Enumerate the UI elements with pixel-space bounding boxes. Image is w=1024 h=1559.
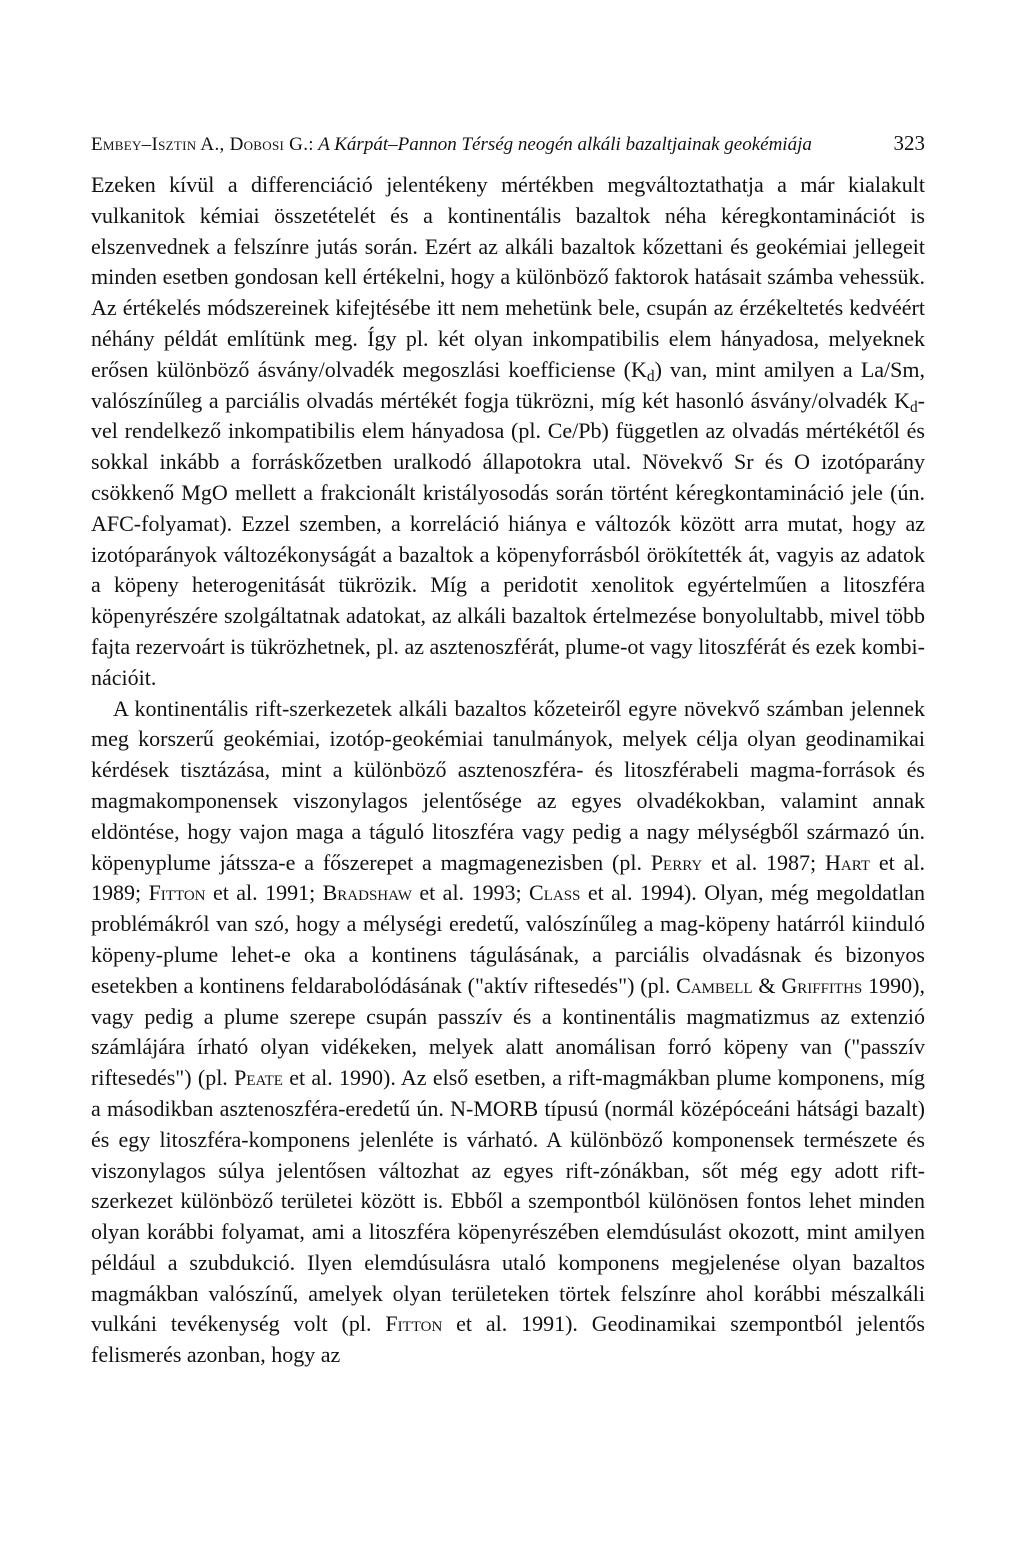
citation-author: Perry	[650, 849, 703, 875]
citation-author: Hart	[825, 849, 871, 875]
document-page	[91, 128, 925, 1371]
citation-author: Bradshaw	[322, 880, 412, 906]
header-authors: Embey–Isztin A., Dobosi G.:	[91, 134, 314, 155]
citation-author: Fitton	[148, 880, 206, 906]
text-run: -vel rendelkező inkompatibilis elem hányadosa (pl. Ce/Pb) független az olvadás mértékétől és sokkal inkább a forráskőzetben uralkodó állapotokra utal. Növekvő Sr és O izotóparány csökkenő MgO mellett a frakcionált kristályosodás során történt kéregkontamináció jele (ún. AFC-folyamat). Ezzel szemben, a korreláció hiánya e változók között arra mutat, hogy az izotóparányok változékonyságát a bazaltok a köpenyforrásból örökítették át, vagyis az adatok a köpeny heterogenitását tükrözik. Míg a peridotit xenolitok egyértelműen a litoszféra köpenyrészére szolgáltatnak adatokat, az alkáli bazaltok értelmezése bonyolultabb, mivel több fajta rezervoárt is tükrözhetnek, pl. az asztenoszférát, plume-ot vagy litoszférát és ezek kombinációit.	[91, 387, 925, 690]
header-title: A Kárpát–Pannon Térség neogén alkáli bazaltjainak geokémiája	[318, 134, 812, 155]
text-run: et al. 1987;	[702, 849, 826, 875]
paragraph-2	[91, 694, 925, 1372]
subscript: d	[646, 367, 655, 385]
text-run: ) van, mint amilyen a La/Sm, valószínűleg a parciális olvadás mértékét fogja tükrözni, míg két hasonló ásvány/olvadék K	[91, 356, 925, 413]
subscript: d	[909, 398, 918, 416]
text-run: A kontinentális rift-szerkezetek alkáli bazaltos kőzeteiről egyre növekvő számban jelennek meg korszerű geokémiai, izotóp-geokémiai tanulmányok, melyek célja olyan geodinamikai kérdések tisztázása, mint a különböző asztenoszféra- és litoszférabeli magma-források és magmakomponensek viszonylagos jelentősége az egyes olvadékokban, valamint annak eldöntése, hogy vajon maga a táguló litoszféra vagy pedig a nagy mélységből származó ún. köpenyplume játssza-e a főszerepet a magmagenezisben (pl.	[91, 695, 925, 875]
text-run: 1990), vagy pedig a plume szerepe csupán passzív és a kontinentális magmatizmus az extenzió számlájára írható olyan vidékeken, melyek alatt anomálisan forró köpeny van ("passzív riftesedés") (pl.	[91, 972, 925, 1091]
text-run: et al. 1990). Az első esetben, a rift-magmákban plume komponens, míg a másodikban asztenoszféra-eredetű ún. N-MORB típusú (normál középóceáni hátsági bazalt) és egy litoszféra-komponens jelenléte is várható. A különböző komponensek természete és viszonylagos súlya jelentősen változhat az egyes rift-zónákban, sőt még egy adott rift-szerkezet különböző területei között is. Ebből a szempontból különösen fontos lehet minden olyan korábbi folyamat, ami a litoszféra köpenyrészében elemdúsulást okozott, mint amilyen például a szubdukció. Ilyen elemdúsulásra utaló komponens megjelenése olyan bazaltos magmákban valószínű, amelyek olyan területeken törtek felszínre ahol korábbi mészalkáli vulkáni tevékenység volt (pl.	[91, 1065, 925, 1337]
citation-author: Fitton	[385, 1311, 443, 1337]
text-run: et al. 1994). Olyan, még megoldatlan problémákról van szó, hogy a mélységi eredetű, valószínűleg a mag-köpeny határról kiinduló köpeny-plume lehet-e oka a kontinens tágulásának, a parciális olvadásnak és bizonyos esetekben a kontinens feldarabolódásának ("aktív riftesedés") (pl.	[91, 880, 925, 998]
paragraph-1	[91, 170, 925, 694]
text-run: et al. 1989;	[91, 849, 925, 906]
citation-author: Peate	[234, 1065, 283, 1091]
header-text	[91, 130, 812, 160]
text-run: et al. 1991;	[205, 880, 323, 906]
page-number: 323	[893, 131, 925, 155]
running-head	[91, 128, 925, 160]
text-run: Ezeken kívül a differenciáció jelentékeny mértékben megváltoztathatja a már kialakult vulkanitok kémiai összetételét és a kontinentális bazaltok néha kéregkontaminációt is elszenvednek a felszínre jutás során. Ezért az alkáli bazaltok kőzettani és geokémiai jellegeit minden esetben gondosan kell értékelni, hogy a különböző faktorok hatásait számba vehessük. Az értékelés módszereinek kifejtésébe itt nem mehetünk bele, csupán az érzékeltetés kedvéért néhány példát említünk meg. Így pl. két olyan inkompatibilis elem hányadosa, melyeknek erősen különböző ásvány/olvadék megoszlási koefficiense (K	[91, 172, 925, 382]
text-run: et al. 1991). Geodinamikai szempontból jelentős felismerés azonban, hogy az	[91, 1311, 925, 1368]
citation-author: Class	[529, 880, 581, 906]
citation-author: Cambell & Griffiths	[676, 972, 863, 998]
text-run: et al. 1993;	[411, 880, 530, 906]
